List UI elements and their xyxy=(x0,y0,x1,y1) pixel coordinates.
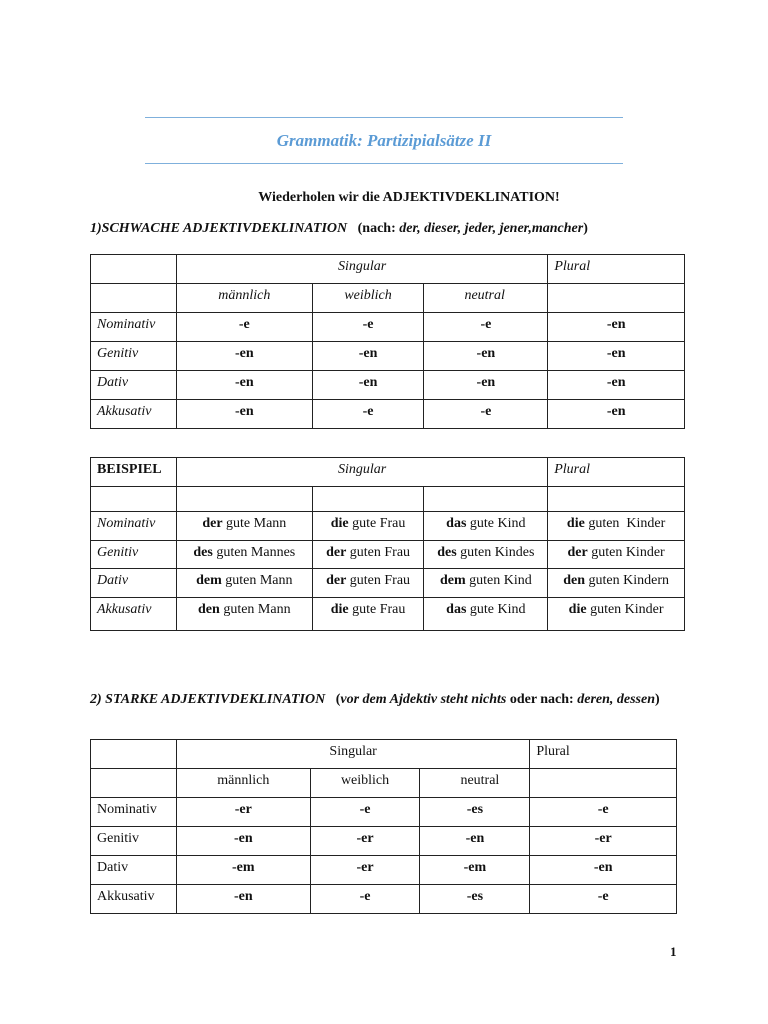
subtitle: Wiederholen wir die ADJEKTIVDEKLINATION! xyxy=(258,190,560,205)
article: der xyxy=(326,545,347,560)
gender-header: neutral xyxy=(424,284,548,313)
ending-cell: -em xyxy=(176,856,310,885)
note-words: der, dieser, jeder, jener,mancher xyxy=(399,221,584,236)
section1-heading xyxy=(90,219,588,238)
table-cell xyxy=(548,284,685,313)
example-cell xyxy=(312,598,424,631)
note-mid: oder nach: xyxy=(506,692,578,707)
ending-cell: -en xyxy=(176,400,312,429)
article: den xyxy=(198,602,220,617)
title-rule-top xyxy=(145,117,623,118)
ending-cell: -en xyxy=(548,371,685,400)
plural-header: Plural xyxy=(548,458,685,487)
note-close: ) xyxy=(583,221,588,236)
gender-row xyxy=(91,769,677,798)
example-cell xyxy=(424,512,548,541)
article: den xyxy=(563,573,586,588)
gender-header: weiblich xyxy=(312,284,424,313)
table-cell xyxy=(91,740,177,769)
article: die xyxy=(568,602,587,617)
table-row xyxy=(91,371,685,400)
example-cell xyxy=(176,541,312,569)
example-cell xyxy=(176,569,312,598)
adjective-noun: guten Kindern xyxy=(585,573,669,588)
ending-cell: -en xyxy=(420,827,530,856)
case-label: Dativ xyxy=(91,856,177,885)
example-cell xyxy=(312,569,424,598)
table-row xyxy=(91,569,685,598)
example-cell xyxy=(424,569,548,598)
section2-title: 2) STARKE ADJEKTIVDEKLINATION xyxy=(90,692,326,707)
adjective-noun: gute Kind xyxy=(466,602,526,617)
ending-cell: -e xyxy=(310,885,420,914)
case-label: Dativ xyxy=(91,371,177,400)
table-cell xyxy=(176,487,312,512)
adjective-noun: guten Kinder xyxy=(584,516,666,531)
adjective-noun: guten Kinder xyxy=(586,602,664,617)
ending-cell: -e xyxy=(424,400,548,429)
article: die xyxy=(330,516,349,531)
article: das xyxy=(446,516,467,531)
plural-header: Plural xyxy=(530,740,677,769)
table-cell xyxy=(91,487,177,512)
adjective-noun: gute Frau xyxy=(348,602,406,617)
adjective-noun: guten Mann xyxy=(219,602,291,617)
empty-row xyxy=(91,487,685,512)
ending-cell: -er xyxy=(176,798,310,827)
ending-cell: -es xyxy=(420,885,530,914)
ending-cell: -en xyxy=(176,342,312,371)
table-row xyxy=(91,798,677,827)
table-row xyxy=(91,512,685,541)
table-cell xyxy=(424,487,548,512)
ending-cell: -en xyxy=(548,313,685,342)
case-label: Nominativ xyxy=(91,512,177,541)
case-label: Akkusativ xyxy=(91,400,177,429)
table-header-row xyxy=(91,458,685,487)
article: dem xyxy=(196,573,222,588)
example-cell xyxy=(548,512,685,541)
case-label: Genitiv xyxy=(91,342,177,371)
ending-cell: -e xyxy=(424,313,548,342)
article: das xyxy=(446,602,467,617)
article: der xyxy=(202,516,223,531)
example-cell xyxy=(548,541,685,569)
adjective-noun: guten Kind xyxy=(465,573,532,588)
case-label: Nominativ xyxy=(91,313,177,342)
article: der xyxy=(326,573,347,588)
singular-header: Singular xyxy=(176,255,547,284)
section2-heading xyxy=(90,690,670,709)
example-table xyxy=(90,457,685,631)
ending-cell: -en xyxy=(312,342,424,371)
example-cell xyxy=(312,512,424,541)
ending-cell: -e xyxy=(312,400,424,429)
table-cell xyxy=(530,769,677,798)
gender-header: weiblich xyxy=(310,769,420,798)
article: des xyxy=(193,545,213,560)
ending-cell: -en xyxy=(176,885,310,914)
table-row xyxy=(91,541,685,569)
singular-header: Singular xyxy=(176,458,547,487)
ending-cell: -en xyxy=(424,371,548,400)
ending-cell: -en xyxy=(176,827,310,856)
ending-cell: -e xyxy=(310,798,420,827)
example-cell xyxy=(424,598,548,631)
example-cell xyxy=(176,512,312,541)
table-row xyxy=(91,856,677,885)
table-row xyxy=(91,400,685,429)
ending-cell: -es xyxy=(420,798,530,827)
ending-cell: -em xyxy=(420,856,530,885)
case-label: Nominativ xyxy=(91,798,177,827)
example-cell xyxy=(548,598,685,631)
table-row xyxy=(91,827,677,856)
article: die xyxy=(330,602,349,617)
note-open: (nach: xyxy=(357,221,400,236)
case-label: Akkusativ xyxy=(91,598,177,631)
ending-cell: -e xyxy=(530,885,677,914)
ending-cell: -en xyxy=(312,371,424,400)
ending-cell: -en xyxy=(424,342,548,371)
ending-cell: -en xyxy=(548,342,685,371)
ending-cell: -e xyxy=(530,798,677,827)
table-cell xyxy=(548,487,685,512)
adjective-noun: guten Frau xyxy=(346,573,411,588)
table-row xyxy=(91,885,677,914)
case-label: Genitiv xyxy=(91,827,177,856)
table-cell xyxy=(91,284,177,313)
adjective-noun: gute Kind xyxy=(466,516,526,531)
ending-cell: -er xyxy=(310,827,420,856)
case-label: Dativ xyxy=(91,569,177,598)
note-words: deren, dessen xyxy=(577,692,656,707)
table-cell xyxy=(91,255,177,284)
example-label: BEISPIEL xyxy=(91,458,177,487)
gender-header: männlich xyxy=(176,284,312,313)
example-cell xyxy=(176,598,312,631)
note-italic: vor dem Ajdektiv steht nichts xyxy=(340,692,507,707)
case-label: Akkusativ xyxy=(91,885,177,914)
ending-cell: -e xyxy=(312,313,424,342)
article: dem xyxy=(439,573,466,588)
table-header-row xyxy=(91,255,685,284)
strong-declension-table xyxy=(90,739,677,914)
plural-header: Plural xyxy=(548,255,685,284)
article: der xyxy=(567,545,588,560)
ending-cell: -er xyxy=(530,827,677,856)
page-number: 1 xyxy=(670,944,677,959)
example-cell xyxy=(312,541,424,569)
article: des xyxy=(437,545,457,560)
note-open: ( xyxy=(335,692,341,707)
table-cell xyxy=(312,487,424,512)
adjective-noun: guten Kinder xyxy=(587,545,665,560)
gender-header: männlich xyxy=(176,769,310,798)
ending-cell: -en xyxy=(530,856,677,885)
singular-header: Singular xyxy=(176,740,529,769)
example-cell xyxy=(548,569,685,598)
page-title: Grammatik: Partizipialsätze II xyxy=(276,131,492,150)
section1-title: 1)SCHWACHE ADJEKTIVDEKLINATION xyxy=(90,221,348,236)
adjective-noun: gute Mann xyxy=(222,516,287,531)
table-cell xyxy=(91,769,177,798)
ending-cell: -e xyxy=(176,313,312,342)
gender-header: neutral xyxy=(420,769,530,798)
title-rule-bottom xyxy=(145,163,623,164)
weak-declension-table xyxy=(90,254,685,429)
table-row xyxy=(91,598,685,631)
adjective-noun: guten Mann xyxy=(221,573,293,588)
ending-cell: -en xyxy=(176,371,312,400)
note-close: ) xyxy=(655,692,660,707)
table-row xyxy=(91,313,685,342)
adjective-noun: guten Kindes xyxy=(456,545,535,560)
adjective-noun: guten Mannes xyxy=(212,545,296,560)
table-header-row xyxy=(91,740,677,769)
adjective-noun: guten Frau xyxy=(346,545,411,560)
ending-cell: -en xyxy=(548,400,685,429)
article: die xyxy=(566,516,585,531)
table-row xyxy=(91,342,685,371)
ending-cell: -er xyxy=(310,856,420,885)
case-label: Genitiv xyxy=(91,541,177,569)
adjective-noun: gute Frau xyxy=(348,516,406,531)
example-cell xyxy=(424,541,548,569)
gender-row xyxy=(91,284,685,313)
